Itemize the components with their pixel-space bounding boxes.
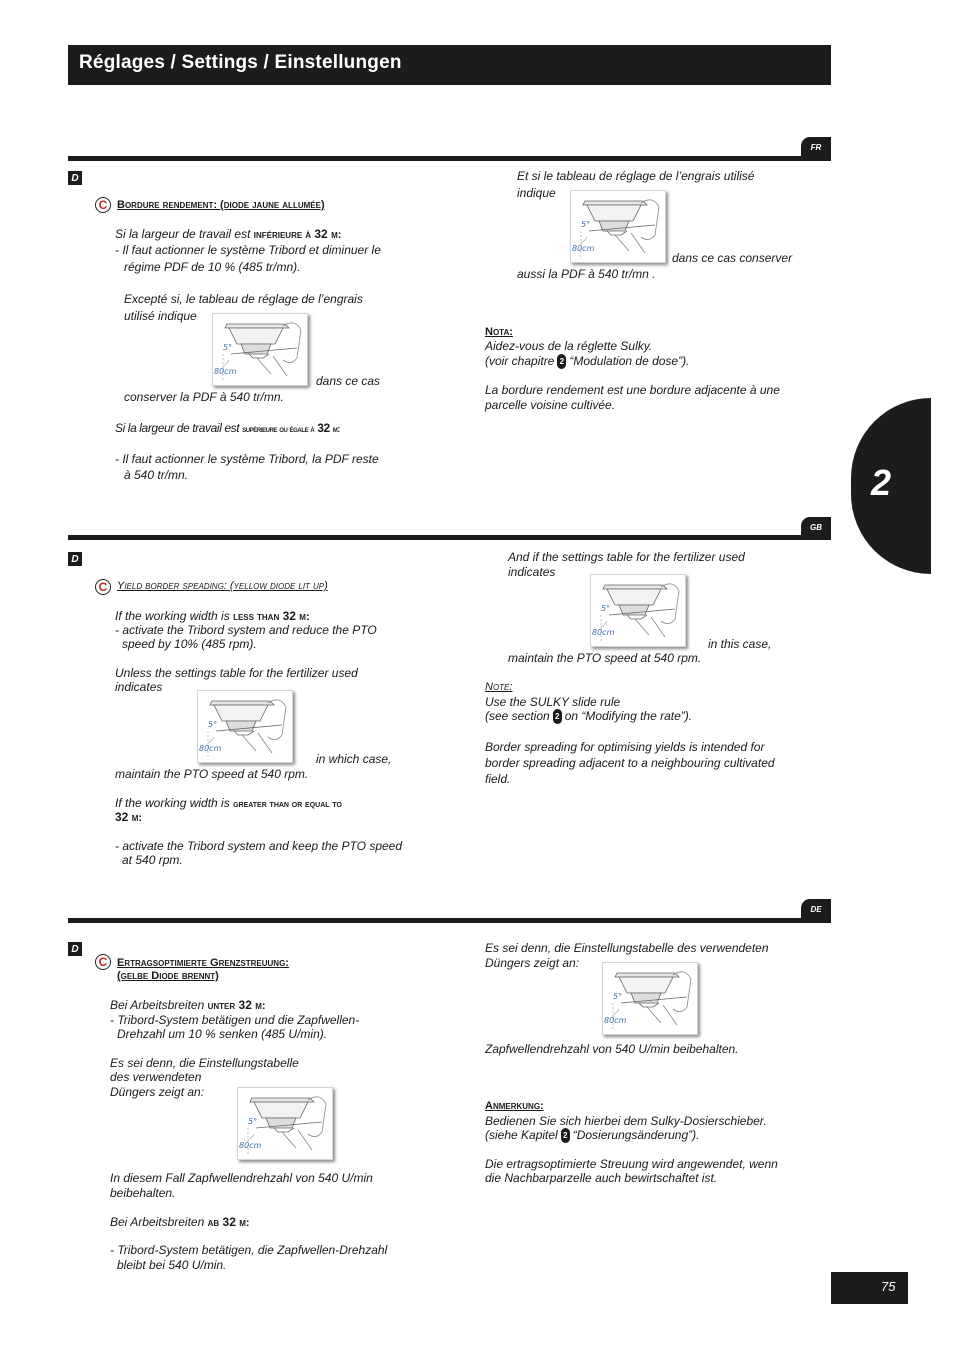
angle-label: 5° [208, 720, 218, 729]
section-heading-de-2: (gelbe Diode brennt) [117, 970, 219, 982]
gb-line-3: speed by 10% (485 rpm). [122, 637, 257, 651]
gb-note-5: field. [485, 772, 511, 786]
de-line-6: Düngers zeigt an: [110, 1085, 205, 1099]
gb-line-7: maintain the PTO speed at 540 rpm. [115, 767, 309, 781]
gb-note-1: Use the SULKY slide rule [485, 695, 621, 709]
de-note-3: Die ertragsoptimierte Streuung wird angewendet, wenn [485, 1157, 778, 1171]
fr-line-5: utilisé indique [124, 309, 197, 323]
de-line-11: bleibt bei 540 U/min. [117, 1258, 227, 1272]
d-badge-fr: D [68, 171, 82, 185]
chapter-number: 2 [871, 462, 892, 503]
c-icon-de: C [95, 954, 111, 970]
distance-label: 80cm [199, 744, 222, 753]
de-line-8: beibehalten. [110, 1186, 176, 1200]
lang-tab-gb: GB [801, 517, 831, 537]
spreader-icon [198, 691, 292, 762]
distance-label: 80cm [239, 1141, 262, 1150]
fr-line-4: Excepté si, le tableau de réglage de l’engrais [124, 292, 363, 306]
fr-right-4: aussi la PDF à 540 tr/mn . [517, 267, 656, 281]
section-rule-gb [68, 535, 831, 540]
section-heading-fr: Bordure rendement: (diode jaune allumée) [117, 199, 325, 211]
spreader-icon [571, 191, 665, 262]
header-bar [68, 45, 831, 85]
gb-right-1: And if the settings table for the fertilizer used [508, 550, 745, 564]
fr-right-1: Et si le tableau de réglage de l’engrais utilisé [517, 169, 755, 183]
lang-tab-fr: FR [801, 137, 831, 157]
gb-right-4: maintain the PTO speed at 540 rpm. [508, 651, 702, 665]
fr-line-1: Si la largeur de travail est inférieure à 32 m: [115, 227, 342, 241]
gb-line-10: at 540 rpm. [122, 853, 183, 867]
de-right-3: Zapfwellendrehzahl von 540 U/min beibehalten. [485, 1042, 739, 1056]
gb-line-2: - activate the Tribord system and reduce the PTO [115, 623, 377, 637]
section-heading-de-1: Ertragsoptimierte Grenzstreuung: [117, 957, 289, 969]
angle-label: 5° [581, 220, 591, 229]
gb-note-4: border spreading adjacent to a neighbouring cultivated [485, 756, 775, 770]
gb-line-4: Unless the settings table for the fertilizer used [115, 666, 358, 680]
spreader-illustration [570, 190, 666, 263]
chapter-tab [851, 398, 931, 574]
gb-right-2: indicates [508, 565, 556, 579]
de-line-7: In diesem Fall Zapfwellendrehzahl von 540 U/min [110, 1171, 373, 1185]
de-line-4: Es sei denn, die Einstellungstabelle [110, 1056, 299, 1070]
de-line-9: Bei Arbeitsbreiten ab 32 m: [110, 1215, 250, 1229]
chapter-ref-icon: 2 [561, 1128, 570, 1143]
lang-tab-de: DE [801, 899, 831, 919]
fr-line-3: régime PDF de 10 % (485 tr/mn). [124, 260, 301, 274]
fr-note-4: parcelle voisine cultivée. [485, 398, 616, 412]
section-rule-de [68, 918, 831, 923]
gb-line-9: - activate the Tribord system and keep the PTO speed [115, 839, 403, 853]
fr-right-3: dans ce cas conserver [672, 251, 793, 265]
section-heading-gb: Yield border speading: (yellow diode lit up) [117, 580, 328, 592]
fr-line-9: - Il faut actionner le système Tribord, la PDF reste [115, 452, 379, 466]
spreader-illustration [602, 962, 698, 1035]
distance-label: 80cm [592, 628, 615, 637]
distance-label: 80cm [604, 1016, 627, 1025]
de-right-1: Es sei denn, die Einstellungstabelle des verwendeten [485, 941, 769, 955]
de-note-2: (siehe Kapitel 2 “Dosierungsänderung”). [485, 1128, 700, 1142]
distance-label: 80cm [572, 244, 595, 253]
de-right-2: Düngers zeigt an: [485, 956, 580, 970]
spreader-icon [213, 314, 307, 385]
de-line-5: des verwendeten [110, 1070, 202, 1084]
fr-line-8: Si la largeur de travail est supérieure ou égale à 32 m: [115, 421, 340, 435]
gb-right-3: in this case, [708, 637, 772, 651]
d-badge-de: D [68, 942, 82, 956]
gb-line-8a: If the working width is greater than or equal to [115, 796, 342, 810]
fr-line-10: à 540 tr/mn. [124, 468, 189, 482]
spreader-icon [591, 575, 685, 646]
c-icon-fr: C [95, 197, 111, 213]
distance-label: 80cm [214, 367, 237, 376]
de-line-2: - Tribord-System betätigen und die Zapfwellen- [110, 1013, 360, 1027]
note-title-gb: Note: [485, 681, 513, 693]
de-line-10: - Tribord-System betätigen, die Zapfwellen-Drehzahl [110, 1243, 388, 1257]
page-title: Réglages / Settings / Einstellungen [79, 52, 402, 73]
de-line-1: Bei Arbeitsbreiten unter 32 m: [110, 998, 266, 1012]
note-title-fr: Nota: [485, 326, 513, 338]
gb-line-8b: 32 m: [115, 810, 143, 824]
spreader-illustration [212, 313, 308, 386]
de-line-3: Drehzahl um 10 % senken (485 U/min). [117, 1027, 328, 1041]
gb-note-2: (see section 2 on “Modifying the rate”). [485, 709, 693, 723]
gb-note-3: Border spreading for optimising yields is intended for [485, 740, 765, 754]
spreader-illustration [237, 1087, 333, 1160]
gb-line-5: indicates [115, 680, 163, 694]
page-number: 75 [881, 1279, 896, 1294]
fr-note-3: La bordure rendement est une bordure adjacente à une [485, 383, 780, 397]
de-note-4: die Nachbarparzelle auch bewirtschaftet ist. [485, 1171, 718, 1185]
angle-label: 5° [601, 604, 611, 613]
fr-note-1: Aidez-vous de la réglette Sulky. [485, 339, 653, 353]
spreader-illustration [590, 574, 686, 647]
d-badge-gb: D [68, 552, 82, 566]
page-number-box [831, 1272, 908, 1304]
spreader-illustration [197, 690, 293, 763]
angle-label: 5° [613, 992, 623, 1001]
chapter-ref-icon: 2 [557, 354, 566, 369]
c-icon-gb: C [95, 579, 111, 595]
note-title-de: Anmerkung: [485, 1100, 544, 1112]
fr-right-2: indique [517, 186, 556, 200]
angle-label: 5° [223, 343, 233, 352]
gb-line-1: If the working width is less than 32 m: [115, 609, 310, 623]
spreader-icon [238, 1088, 332, 1159]
fr-line-6: dans ce cas [316, 374, 381, 388]
fr-line-7: conserver la PDF à 540 tr/mn. [124, 390, 284, 404]
spreader-icon [603, 963, 697, 1034]
fr-line-2: - Il faut actionner le système Tribord et diminuer le [115, 243, 381, 257]
gb-line-6: in which case, [316, 752, 392, 766]
chapter-ref-icon: 2 [553, 709, 562, 724]
de-note-1: Bedienen Sie sich hierbei dem Sulky-Dosierschieber. [485, 1114, 767, 1128]
fr-note-2: (voir chapitre 2 “Modulation de dose”). [485, 354, 690, 368]
angle-label: 5° [248, 1117, 258, 1126]
section-rule-fr [68, 156, 831, 161]
